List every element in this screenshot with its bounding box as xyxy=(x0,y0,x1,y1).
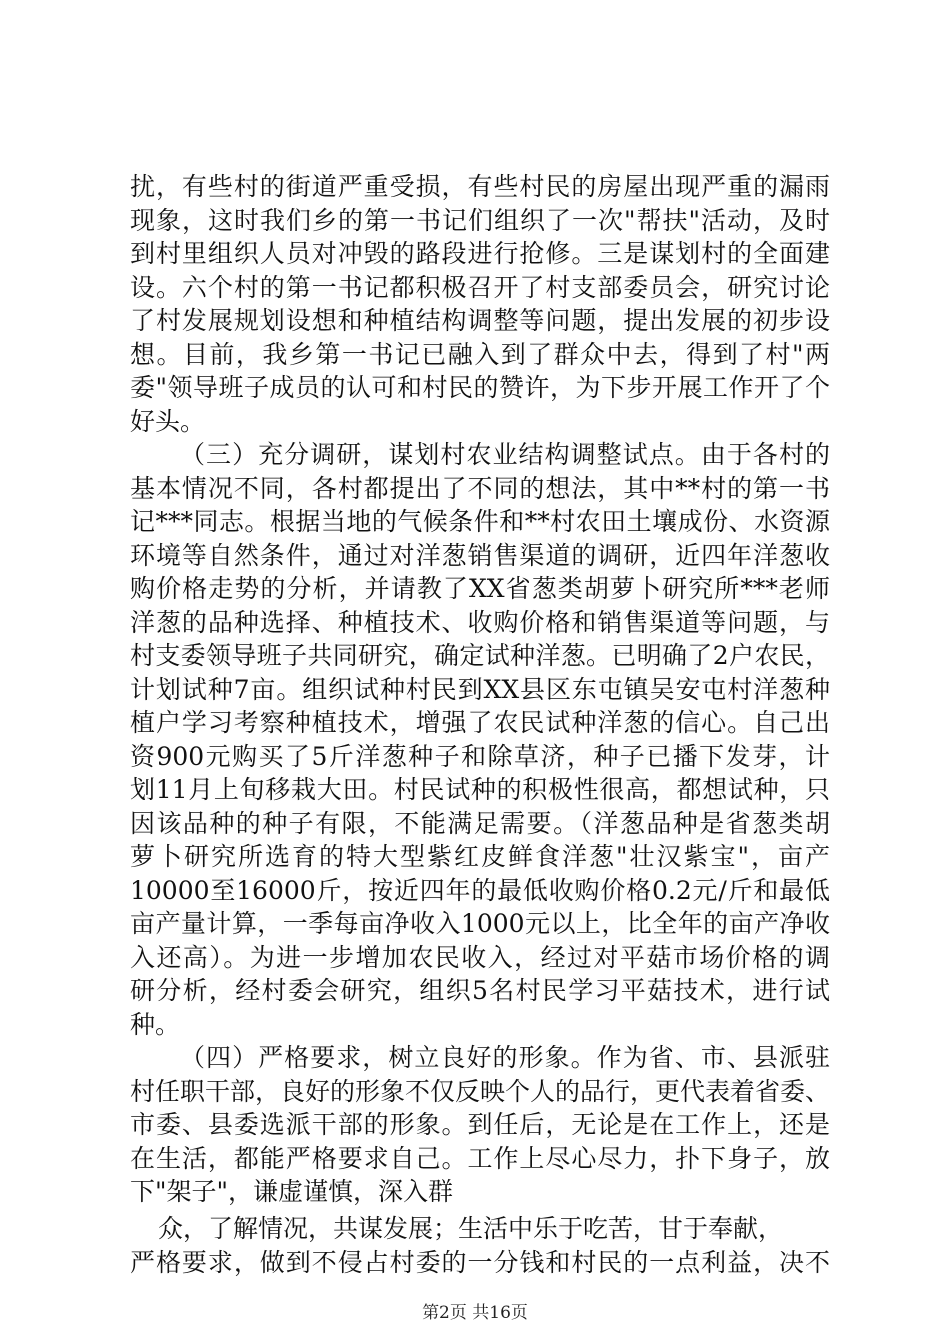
text-line: 想。目前，我乡第一书记已融入到了群众中去，得到了村"两 xyxy=(130,340,830,369)
text-line: 了村发展规划设想和种植结构调整等问题，提出发展的初步设 xyxy=(130,306,830,335)
text-line: 委"领导班子成员的认可和村民的赞许，为下步开展工作开了个 xyxy=(130,373,830,402)
text-line: 到村里组织人员对冲毁的路段进行抢修。三是谋划村的全面建 xyxy=(130,239,830,268)
text-line: 下"架子"，谦虚谨慎，深入群 xyxy=(130,1177,453,1206)
text-line: 现象，这时我们乡的第一书记们组织了一次"帮扶"活动，及时 xyxy=(130,206,830,235)
text-line: 划11月上旬移栽大田。村民试种的积极性很高，都想试种，只 xyxy=(130,775,830,804)
text-line: 入还高）。为进一步增加农民收入，经过对平菇市场价格的调 xyxy=(130,943,830,972)
text-line: 研分析，经村委会研究，组织5名村民学习平菇技术，进行试 xyxy=(130,976,830,1005)
text-line: 众，了解情况，共谋发展；生活中乐于吃苦，甘于奉献， xyxy=(158,1214,784,1243)
text-line: 萝卜研究所选育的特大型紫红皮鲜食洋葱"壮汉紫宝"，亩产 xyxy=(130,842,830,871)
text-line: 设。六个村的第一书记都积极召开了村支部委员会，研究讨论 xyxy=(130,273,830,302)
text-line: 计划试种7亩。组织试种村民到XX县区东屯镇吴安屯村洋葱种 xyxy=(130,675,830,704)
text-line: 环境等自然条件，通过对洋葱销售渠道的调研，近四年洋葱收 xyxy=(130,541,830,570)
text-line: 严格要求，做到不侵占村委的一分钱和村民的一点利益，决不 xyxy=(130,1248,830,1277)
text-line: 购价格走势的分析，并请教了XX省葱类胡萝卜研究所***老师 xyxy=(130,574,830,603)
text-line: 亩产量计算，一季每亩净收入1000元以上，比全年的亩产净收 xyxy=(130,909,830,938)
text-line: 扰，有些村的街道严重受损，有些村民的房屋出现严重的漏雨 xyxy=(130,172,830,201)
text-line: 因该品种的种子有限，不能满足需要。（洋葱品种是省葱类胡 xyxy=(130,809,830,838)
text-line: 植户学习考察种植技术，增强了农民试种洋葱的信心。自己出 xyxy=(130,708,830,737)
text-line: 记***同志。根据当地的气候条件和**村农田土壤成份、水资源 xyxy=(130,507,830,536)
paragraph-heading-3: （三）充分调研，谋划村农业结构调整试点。由于各村的 xyxy=(180,440,830,469)
text-line: 村任职干部，良好的形象不仅反映个人的品行，更代表着省委、 xyxy=(130,1077,830,1106)
text-line: 村支委领导班子共同研究，确定试种洋葱。已明确了2户农民， xyxy=(130,641,830,670)
text-line: 市委、县委选派干部的形象。到任后，无论是在工作上，还是 xyxy=(130,1110,830,1139)
text-line: 洋葱的品种选择、种植技术、收购价格和销售渠道等问题，与 xyxy=(130,608,830,637)
text-line: 基本情况不同，各村都提出了不同的想法，其中**村的第一书 xyxy=(130,474,830,503)
page-number-footer: 第2页 共16页 xyxy=(422,1303,528,1323)
text-line: 种。 xyxy=(130,1010,181,1039)
text-line: 好头。 xyxy=(130,407,206,436)
text-line: 10000至16000斤，按近四年的最低收购价格0.2元/斤和最低 xyxy=(130,876,830,905)
text-line: 在生活，都能严格要求自己。工作上尽心尽力，扑下身子，放 xyxy=(130,1144,830,1173)
text-line: 资900元购买了5斤洋葱种子和除草济，种子已播下发芽，计 xyxy=(130,742,830,771)
paragraph-heading-4: （四）严格要求，树立良好的形象。作为省、市、县派驻 xyxy=(180,1043,830,1072)
